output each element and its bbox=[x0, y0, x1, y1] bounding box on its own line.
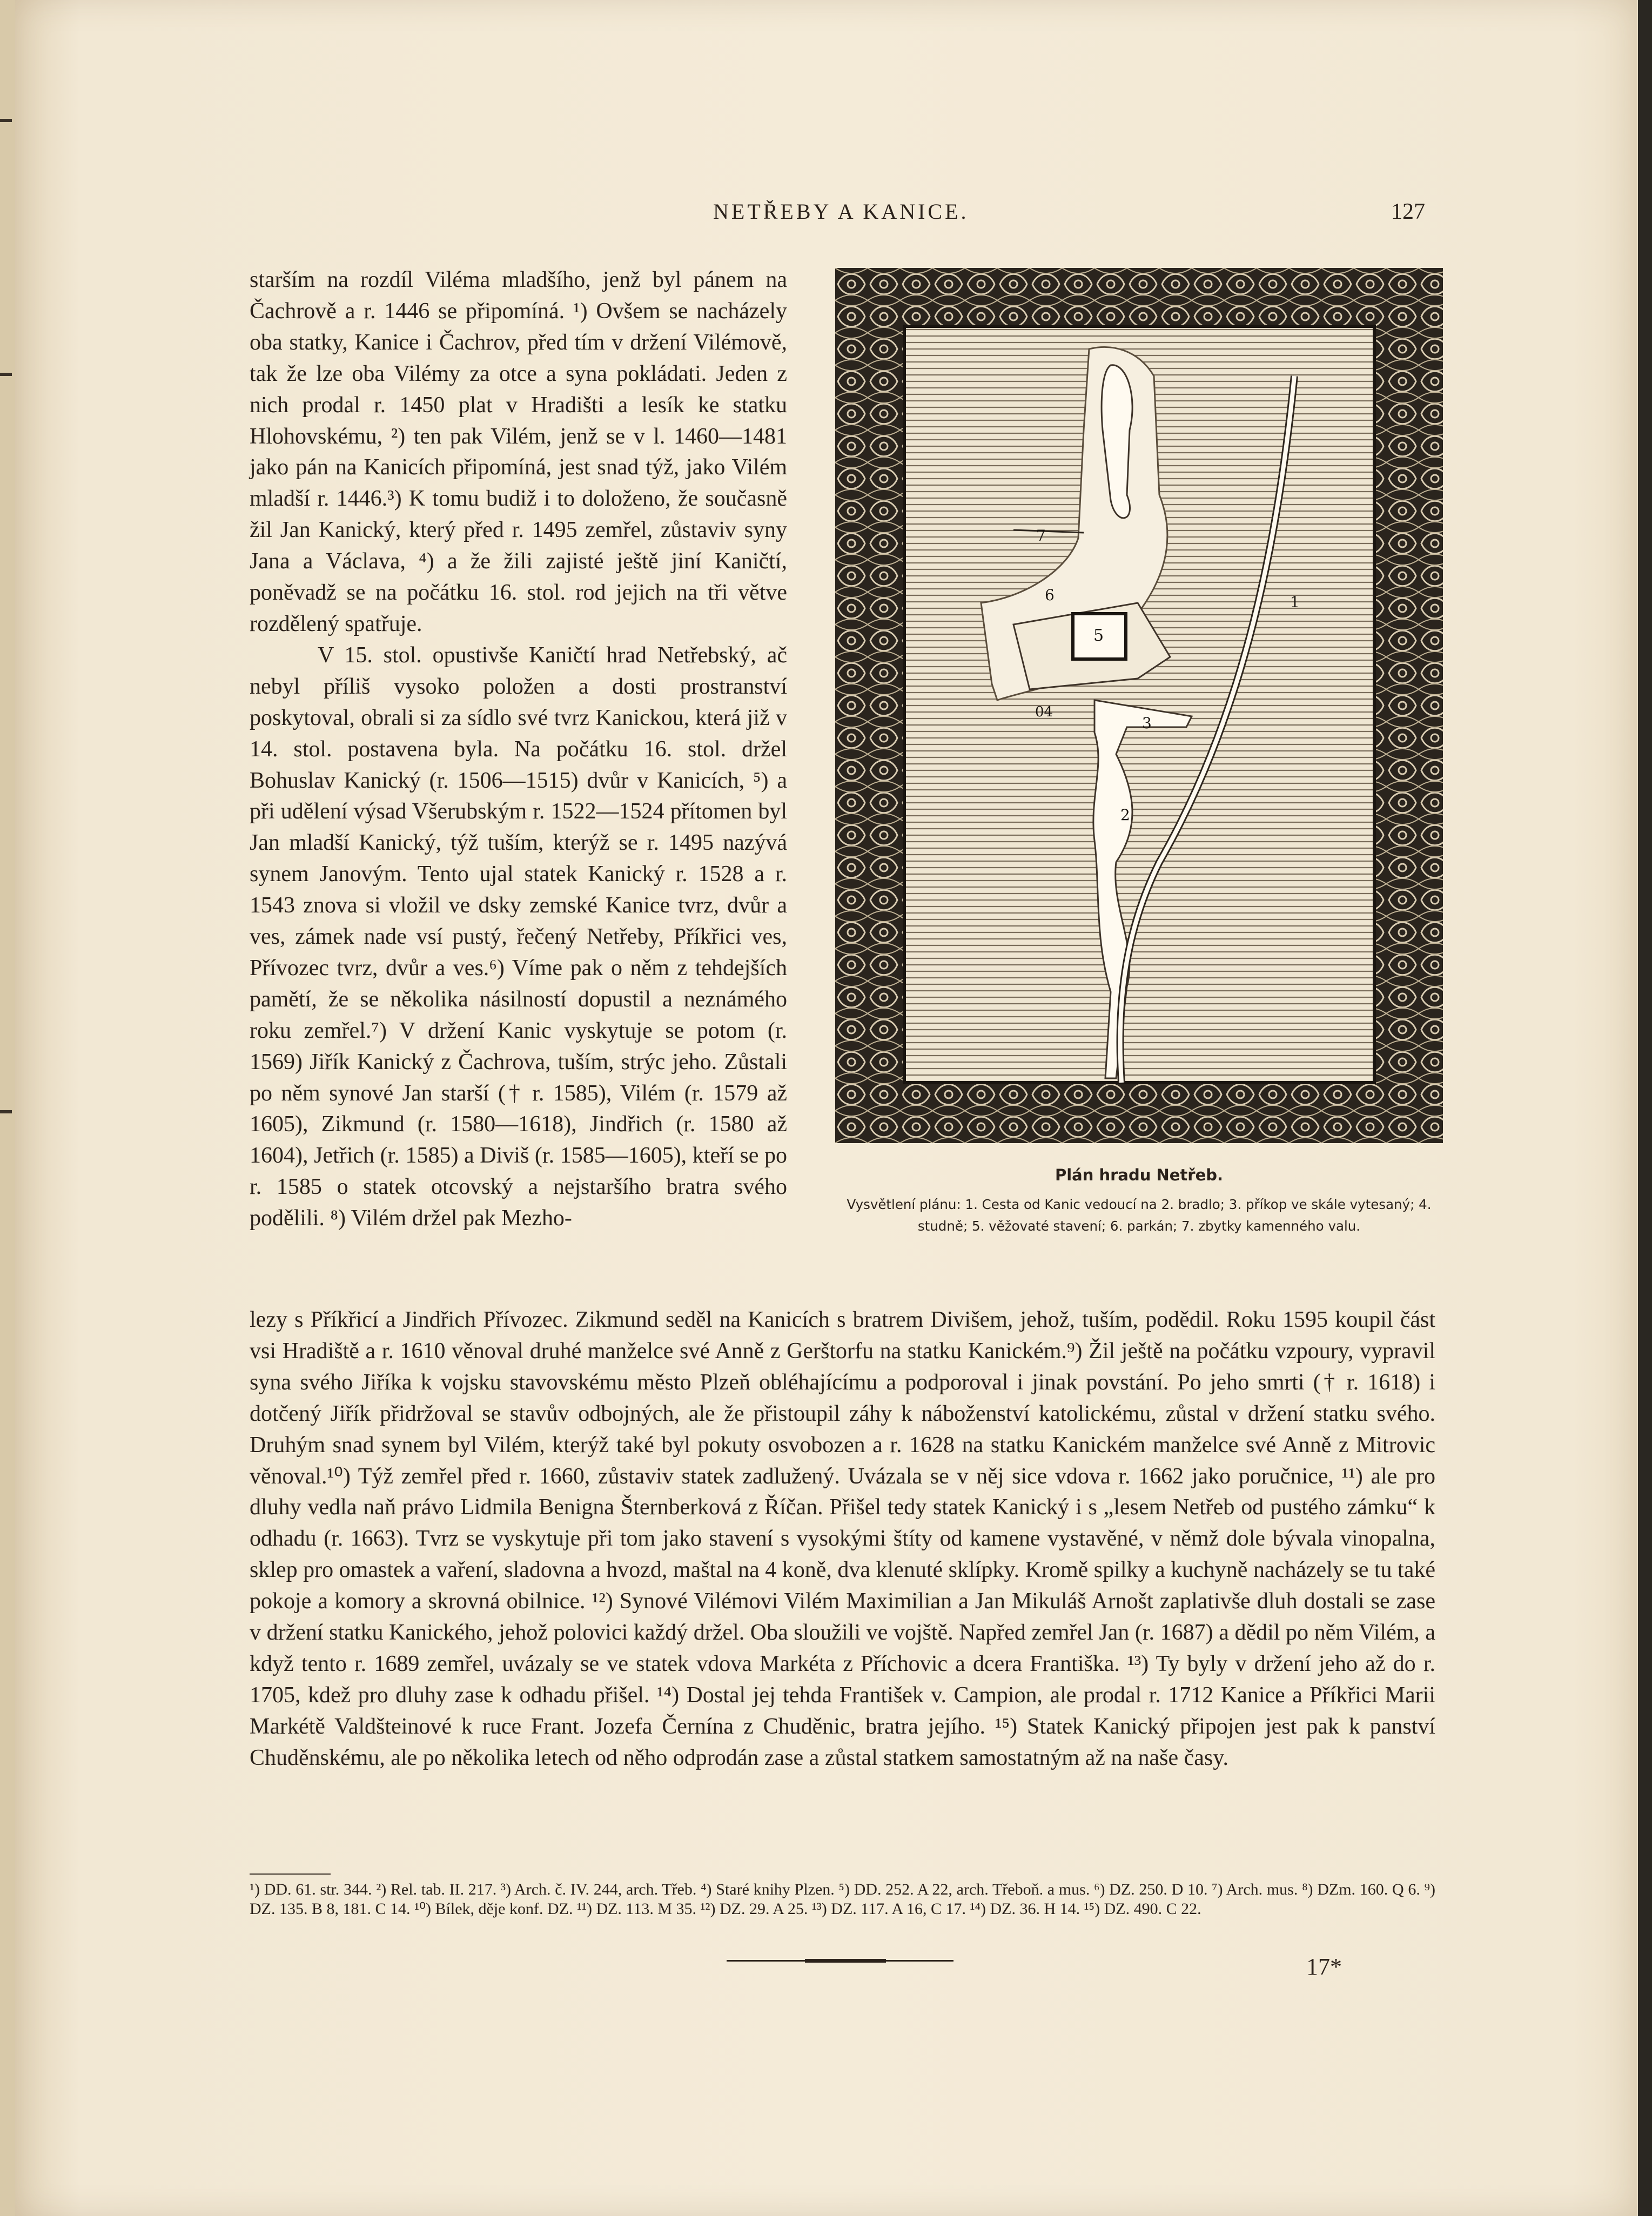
signature-mark: 17* bbox=[1306, 1953, 1342, 1980]
plan-label-7: 7 bbox=[1036, 527, 1046, 545]
castle-plan-figure bbox=[835, 268, 1443, 1143]
paragraph: lezy s Příkřicí a Jindřich Přívozec. Zikmund seděl na Kanicích s bratrem Divišem, jehož, tuším, podědil. Roku 1595 koupil část vsi Hradiště a r. 1610 věnoval druhé manželce své Anně z Gerštorfu na statku Kanickém.⁹) Žil ještě na počátku vzpoury, vypravil syna svého Jiříka k vojsku stavovskému město Plzeň obléhajícímu a podporoval i jinak povstání. Po jeho smrti († r. 1618) i dotčený Jiřík přidržoval se stavův odbojných, ale že přistoupil záhy k náboženství katolickému, zůstal v držení statku svého. Druhým snad synem byl Vilém, kterýž také byl pokuty osvobozen a r. 1628 na statku Kanickém manželce své Anně z Mitrovic věnoval.¹⁰) Týž zemřel před r. 1660, zůstaviv statek zadlužený. Uvázala se v něj sice vdova r. 1662 jako poručnice, ¹¹) ale pro dluhy vedla naň právo Lidmila Benigna Šternberková z Říčan. Přišel tedy statek Kanický i s „lesem Netřeb od pustého zámku“ k odhadu (r. 1663). Tvrz se vyskytuje při tom jako stavení s vysokými štíty od kamene vystavěné, v němž dole bývala vinopalna, sklep pro omastek a vaření, sladovna a hvozd, maštal na 4 koně, dva klenuté sklípky. Kromě spilky a kuchyně nacházely se tu také pokoje a komory a skrovná obilnice. ¹²) Synové Vilémovi Vilém Maximilian a Jan Mikuláš Arnošt zaplativše dluh dostali se zase v držení statku Kanického, jehož polovici každý držel. Oba sloužili ve vojště. Napřed zemřel Jan (r. 1687) a dědil po něm Vilém, a když tento r. 1689 zemřel, uvázaly se ve statek vdova Markéta z Příchovic a dcera Františka. ¹³) Ty byly v držení jeho až do r. 1705, kdež pro dluhy zase k odhadu přišel. ¹⁴) Dostal jej tehda František v. Campion, ale prodal r. 1712 Kanice a Příkřici Marii Markétě Valdšteinové k ruce Frant. Jozefa Černína z Chuděnic, bratra jejího. ¹⁵) Statek Kanický připojen jest pak k panství Chuděnskému, ale po několika letech od něho odprodán zase a zůstal statkem samostatným až na naše časy. bbox=[250, 1307, 1435, 1770]
figure-title: Plán hradu Netřeb. bbox=[1055, 1166, 1224, 1184]
paragraph: starším na rozdíl Viléma mladšího, jenž byl pánem na Čachrově a r. 1446 se připomíná. ¹) Ovšem se nacházely oba statky, Kanice i Čachrov, před tím v držení Vilémově, tak že lze oba Vilémy za otce a syna pokládati. Jeden z nich prodal r. 1450 plat v Hradišti a lesík ke statku Hlohovskému, ²) ten pak Vilém, jenž se v l. 1460—1481 jako pán na Kanicích připomíná, jest snad týž, jako Vilém mladší r. 1446.³) K tomu budiž i to doloženo, že současně žil Jan Kanický, který před r. 1495 zemřel, zůstaviv syny Jana a Václava, ⁴) a že žili zajisté ještě jiní Kaničtí, poněvadž se na počátku 16. stol. rod jejich na tři větve rozdělený spatřuje. bbox=[250, 267, 787, 636]
plan-label-1: 1 bbox=[1290, 593, 1300, 611]
running-head: NETŘEBY A KANICE. bbox=[713, 199, 969, 224]
full-width-text bbox=[250, 1305, 1435, 1774]
left-column-text bbox=[250, 265, 787, 1234]
plan-illustration bbox=[835, 268, 1443, 1143]
footnote-rule bbox=[250, 1873, 331, 1875]
edge-mark bbox=[0, 1110, 12, 1113]
plan-label-6: 6 bbox=[1045, 586, 1055, 604]
plan-label-2: 2 bbox=[1120, 806, 1130, 824]
figure-caption: Vysvětlení plánu: 1. Cesta od Kanic vedoucí na 2. bradlo; 3. příkop ve skále vytesaný; 4. studně; 5. věžovaté stavení; 6. parkán; 7. zbytky kamenného valu. bbox=[847, 1197, 1432, 1234]
plan-label-3: 3 bbox=[1142, 714, 1152, 732]
end-ornament-rule-center bbox=[805, 1959, 886, 1963]
paragraph: V 15. stol. opustivše Kaničtí hrad Netřebský, ač nebyl příliš vysoko položen a dosti prostranství poskytoval, obrali si za sídlo své tvrz Kanickou, která již v 14. stol. postavena byla. Na počátku 16. stol. držel Bohuslav Kanický (r. 1506—1515) dvůr v Kanicích, ⁵) a při udělení výsad Všerubským r. 1522—1524 přítomen byl Jan mladší Kanický, týž tuším, kterýž se r. 1495 nazývá synem Janovým. Tento ujal statek Kanický r. 1528 a r. 1543 znova si vložil ve dsky zemské Kanice tvrz, dvůr a ves, zámek nade vsí pustý, řečený Netřeby, Příkřici ves, Přívozec tvrz, dvůr a ves.⁶) Víme pak o něm z tehdejších pamětí, že se několika násilností dopustil a neznámého roku zemřel.⁷) V držení Kanic vyskytuje se potom (r. 1569) Jiřík Kanický z Čachrova, tuším, strýc jeho. Zůstali po něm synové Jan starší († r. 1585), Vilém (r. 1579 až 1605), Zikmund (r. 1580—1618), Jindřich (r. 1580 až 1604), Jetřich (r. 1585) a Diviš (r. 1585—1605), kteří se po r. 1585 o statek otcovský a nejstaršího bratra svého podělili. ⁸) Vilém držel pak Mezho- bbox=[250, 642, 787, 1231]
right-page-edge bbox=[1638, 0, 1652, 2216]
page-number: 127 bbox=[1391, 199, 1425, 224]
edge-mark bbox=[0, 119, 12, 122]
edge-mark bbox=[0, 373, 12, 376]
left-page-edge bbox=[0, 0, 15, 2216]
footnotes: ¹) DD. 61. str. 344. ²) Rel. tab. II. 217. ³) Arch. č. IV. 244, arch. Třeb. ⁴) Staré knihy Plzen. ⁵) DD. 252. A 22, arch. Třeboň. a mus. ⁶) DZ. 250. D 10. ⁷) Arch. mus. ⁸) DZm. 160. Q 6. ⁹) DZ. 135. B 8, 181. C 14. ¹⁰) Bílek, děje konf. DZ. ¹¹) DZ. 113. M 35. ¹²) DZ. 29. A 25. ¹³) DZ. 117. A 16, C 17. ¹⁴) DZ. 36. H 14. ¹⁵) DZ. 490. C 22. bbox=[250, 1881, 1435, 1918]
plan-label-4: 04 bbox=[1035, 704, 1053, 720]
plan-label-5: 5 bbox=[1093, 626, 1104, 645]
